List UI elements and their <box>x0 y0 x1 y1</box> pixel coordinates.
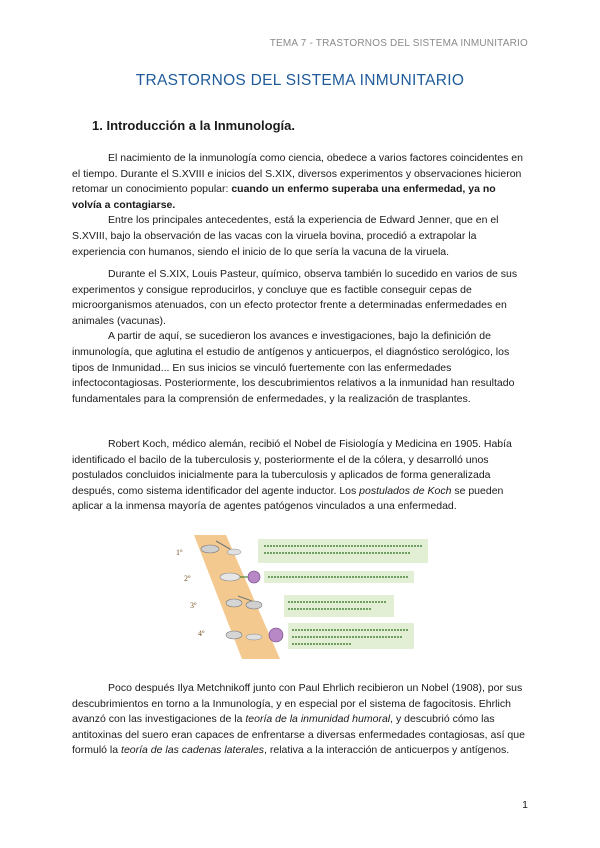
paragraph-jenner: Entre los principales antecedentes, está la experiencia de Edward Jenner, que en el S.XVIII, bajo la observación de las vacas con la viruela bovina, procedió a extrapolar la experiencia con humanos, siendo el inicio de lo que sería la vacuna de la viruela. <box>72 214 499 258</box>
step-4-label: 4º <box>198 629 205 638</box>
step-1-label: 1º <box>176 548 183 557</box>
document-title: TRASTORNOS DEL SISTEMA INMUNITARIO <box>135 72 465 89</box>
paragraph-origins-bold: cuando un enfermo superaba una enfermedad, ya no volvía a contagiarse. <box>72 183 496 211</box>
step-1-caption-box <box>258 539 428 563</box>
humoral-theory: teoría de la inmunidad humoral <box>245 713 391 726</box>
paragraph-metchnikoff-end: , relativa a la interacción de anticuerpos y antígenos. <box>264 744 510 757</box>
paragraph-metchnikoff-text: Poco después Ilya Metchnikoff junto con Paul Ehrlich recibieron un Nobel (1908), por sus descubrimientos en torno a la Inmunología, y en especial por el sistema de fagocitosis. Ehrlich avanzó con las investigaciones de la <box>72 682 523 726</box>
paragraph-origins <box>72 151 528 213</box>
paragraph-koch-text: Robert Koch, médico alemán, recibió el Nobel de Fisiología y Medicina en 1905. Había identificado el bacilo de la tuberculosis y, posteriormente el de la cólera, y desarrolló unos postulados concluidos inicialmente para la tuberculosis y aplicados de forma generalizada después, como sistema identificador del agente inductor. Los <box>72 438 512 497</box>
body-block-1 <box>72 151 528 260</box>
paragraph-koch-italic: postulados de Koch <box>359 484 452 497</box>
paragraph-koch-end: se pueden aplicar a la inmensa mayoría de agentes patógenos vinculados a una enfermedad. <box>72 484 504 513</box>
paragraph-koch <box>72 437 528 515</box>
paragraph-immunology: A partir de aquí, se sucedieron los avances e investigaciones, bajo la definición de inmunología, que aglutina el estudio de antígenos y anticuerpos, el diagnóstico serológico, los tipos de Inmunidad... En sus inicios se vinculó fuertemente con las enfermedades infectocontagiosas. Posteriormente, los descubrimientos relativos a la inmunidad han resultado fundamentales para la comprensión de enfermedades, y la realización de trasplantes. <box>72 330 515 405</box>
step-4-caption-box <box>288 623 414 649</box>
body-block-3 <box>72 437 528 515</box>
paragraph-pasteur: Durante el S.XIX, Louis Pasteur, químico, observa también lo sucedido en varios de sus experimentos y consigue reproducirlos, y concluye que es factible conseguir cepas de microorganismos atenuados, con un efecto protector frente a determinadas enfermedades en animales (vacunas). <box>72 268 518 327</box>
step-2-label: 2º <box>184 574 191 583</box>
paragraph-metchnikoff-mid: , y descubrió cómo las antitoxinas del suero eran capaces de enfrentarse a diversas enfermedades contagiosas, así que formuló la <box>72 713 525 757</box>
paragraph-origins-text: El nacimiento de la inmunología como ciencia, obedece a varios factores coincidentes en el tiempo. Durante el S.XVIII e inicios del S.XIX, diversos experimentos y observaciones hicieron retomar un conocimiento popular: <box>72 152 523 196</box>
body-block-2 <box>72 267 528 407</box>
paragraph-metchnikoff <box>72 681 528 759</box>
step-3-caption-box <box>284 595 394 617</box>
step-3-label: 3º <box>190 601 197 610</box>
page-number: 1 <box>522 799 528 811</box>
koch-postulates-figure <box>172 533 428 661</box>
body-block-4 <box>72 681 528 759</box>
section-heading: 1. Introducción a la Inmunología. <box>92 118 295 133</box>
side-chain-theory: teoría de las cadenas laterales <box>121 744 265 757</box>
running-header: TEMA 7 - TRASTORNOS DEL SISTEMA INMUNITARIO <box>269 38 528 49</box>
